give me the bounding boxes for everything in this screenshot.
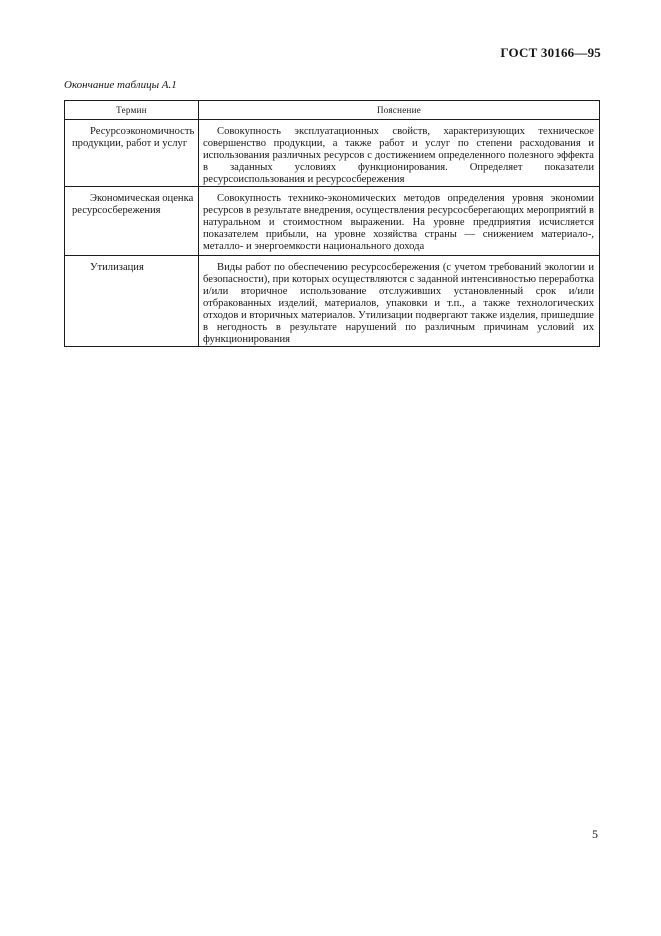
table-row <box>65 187 600 256</box>
table-header-row <box>65 101 600 120</box>
column-header-explanation: Пояснение <box>199 101 600 120</box>
page-number: 5 <box>592 827 598 841</box>
explanation-cell <box>199 187 600 256</box>
explanation-cell <box>199 256 600 347</box>
explanation-cell <box>199 120 600 187</box>
term-cell <box>65 120 199 187</box>
explanation-text: Совокупность технико-экономических методов определения уровня экономии ресурсов в результате внедрения, осуществления ресурсосберегающих мероприятий в натуральном и стоимостном выражении. На уровне предприятия исчисляется показателем прибыли, на уровне хозяйства страны — снижением материало-, металло- и энергоемкости национального дохода <box>203 193 594 252</box>
table-row <box>65 120 600 187</box>
table-row <box>65 256 600 347</box>
column-header-term: Термин <box>65 101 199 120</box>
table-caption: Окончание таблицы А.1 <box>64 79 177 91</box>
term-cell <box>65 256 199 347</box>
term-text: Ресурсоэкономичность продукции, работ и услуг <box>72 126 195 149</box>
terms-table <box>64 100 600 347</box>
explanation-text: Виды работ по обеспечению ресурсосбережения (с учетом требований экологии и безопасности), при которых осуществляются с заданной интенсивностью переработка и/или вторичное использование отслуживших установленный срок и/или отбракованных изделий, материалов, упаковки и т.п., а также технологических отходов и вторичных материалов. Утилизации подвергают также изделия, пришедшие в негодность в результате нарушений по различным причинам условий их функционирования <box>203 262 594 345</box>
document-code: ГОСТ 30166—95 <box>500 45 601 60</box>
term-cell <box>65 187 199 256</box>
explanation-text: Совокупность эксплуатационных свойств, характеризующих техническое совершенство продукции, а также работ и услуг по степени расходования и использования различных ресурсов с достижением определенного полезного эффекта в заданных условиях функционирования. Определяет показатели ресурсоиспользования и ресурсосбережения <box>203 126 594 185</box>
term-text: Экономическая оценка ресурсосбережения <box>72 193 194 216</box>
term-text: Утилизация <box>90 262 144 273</box>
